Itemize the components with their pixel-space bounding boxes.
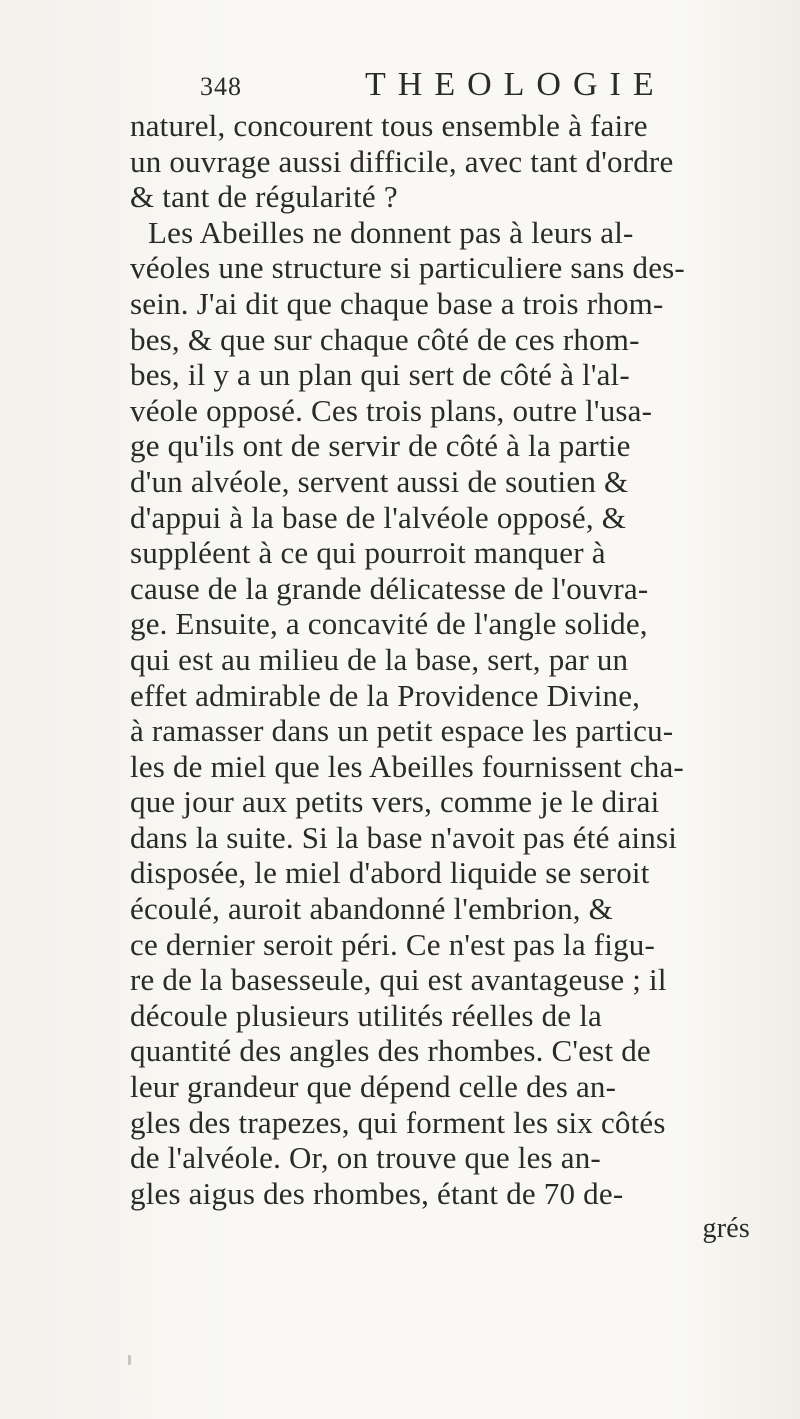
text-line: véoles une structure si particuliere sans des- — [130, 250, 685, 286]
running-head — [200, 66, 666, 106]
text-line: suppléent à ce qui pourroit manquer à — [130, 535, 606, 571]
text-line: cause de la grande délicatesse de l'ouvra- — [130, 570, 649, 606]
text-line: bes, & que sur chaque côté de ces rhom- — [130, 321, 640, 357]
text-line: d'appui à la base de l'alvéole opposé, & — [130, 499, 627, 535]
ink-speck — [128, 1355, 131, 1365]
text-line: ge qu'ils ont de servir de côté à la partie — [130, 428, 631, 464]
text-line: disposée, le miel d'abord liquide se seroit — [130, 855, 650, 891]
page-number: 348 — [200, 72, 242, 101]
text-line: à ramasser dans un petit espace les particu- — [130, 713, 674, 749]
paragraph-start-line: Les Abeilles ne donnent pas à leurs al- — [148, 214, 634, 250]
text-line: les de miel que les Abeilles fournissent cha- — [130, 748, 684, 784]
text-line: gles aigus des rhombes, étant de 70 de- — [130, 1175, 624, 1211]
text-line: naturel, concourent tous ensemble à faire — [130, 108, 648, 143]
text-line: ce dernier seroit péri. Ce n'est pas la figu- — [130, 926, 656, 962]
text-line: dans la suite. Si la base n'avoit pas été ainsi — [130, 819, 678, 855]
text-line: ge. Ensuite, a concavité de l'angle solide, — [130, 606, 648, 642]
text-line: que jour aux petits vers, comme je le dirai — [130, 784, 660, 820]
text-line: leur grandeur que dépend celle des an- — [130, 1069, 617, 1105]
text-line: véole opposé. Ces trois plans, outre l'usa- — [130, 392, 653, 428]
text-line: qui est au milieu de la base, sert, par un — [130, 641, 629, 677]
text-line: effet admirable de la Providence Divine, — [130, 677, 641, 713]
text-line: écoulé, auroit abandonné l'embrion, & — [130, 891, 613, 927]
text-line: gles des trapezes, qui forment les six côtés — [130, 1104, 666, 1140]
text-line: un ouvrage aussi difficile, avec tant d'ordre — [130, 143, 674, 179]
body-text — [130, 108, 770, 1247]
text-line: sein. J'ai dit que chaque base a trois rhom- — [130, 285, 664, 321]
text-line: bes, il y a un plan qui sert de côté à l'al- — [130, 357, 630, 393]
text-line: découle plusieurs utilités réelles de la — [130, 997, 602, 1033]
running-title: THEOLOGIE — [365, 66, 666, 103]
text-line: quantité des angles des rhombes. C'est de — [130, 1033, 651, 1069]
text-line: d'un alvéole, servent aussi de soutien & — [130, 463, 629, 499]
text-line: & tant de régularité ? — [130, 179, 398, 215]
text-line: re de la basesseule, qui est avantageuse ; il — [130, 962, 667, 998]
catchword: grés — [702, 1213, 750, 1245]
text-line: de l'alvéole. Or, on trouve que les an- — [130, 1140, 601, 1176]
